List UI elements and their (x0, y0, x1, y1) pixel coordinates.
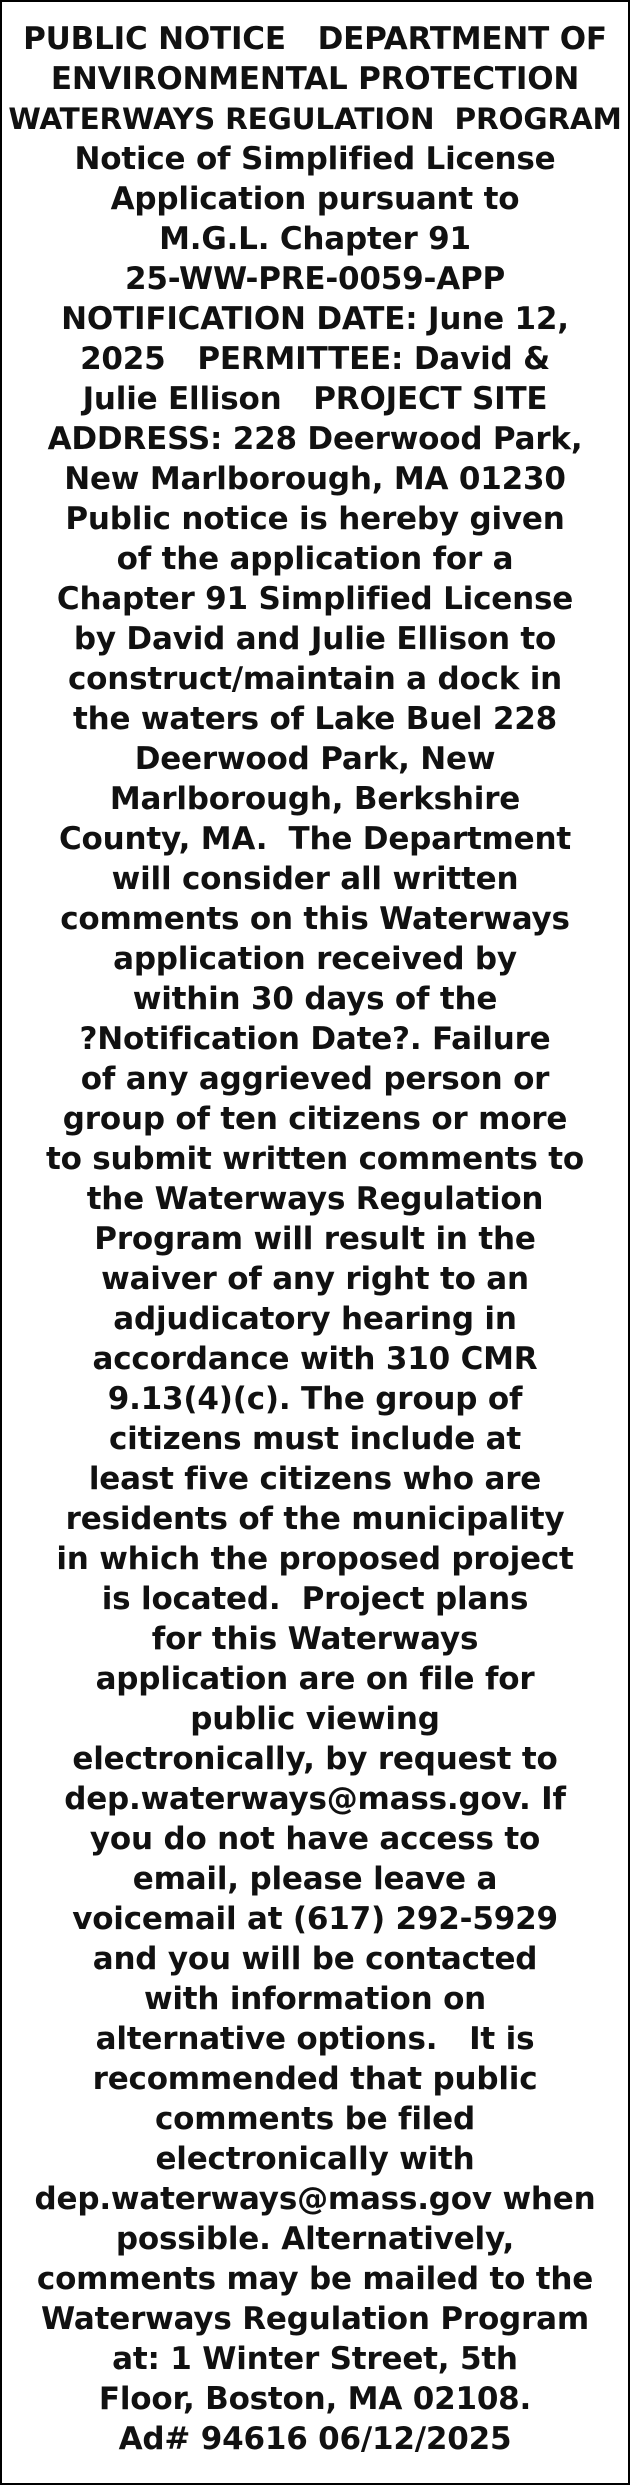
notice-line: email, please leave a (132, 1861, 498, 1897)
notice-line: of any aggrieved person or (80, 1061, 550, 1097)
notice-line: possible. Alternatively, (115, 2221, 515, 2257)
notice-line: Program will result in the (94, 1221, 536, 1257)
notice-line: NOTIFICATION DATE: June 12, (61, 301, 569, 337)
notice-line: WATERWAYS REGULATION PROGRAM (8, 102, 622, 136)
notice-line: to submit written comments to (46, 1141, 584, 1177)
notice-line: with information on (143, 1981, 487, 2017)
notice-line: Notice of Simplified License (74, 141, 556, 177)
notice-line: least five citizens who are (88, 1461, 542, 1497)
notice-line: and you will be contacted (92, 1941, 538, 1977)
notice-line: Marlborough, Berkshire (109, 781, 521, 817)
notice-line: comments be filed (155, 2101, 475, 2137)
notice-line: in which the proposed project (56, 1541, 574, 1577)
notice-line: recommended that public (92, 2061, 538, 2097)
notice-line: accordance with 310 CMR (92, 1341, 538, 1377)
notice-line: of the application for a (116, 541, 514, 577)
notice-line: you do not have access to (89, 1821, 541, 1857)
notice-line: Floor, Boston, MA 02108. (98, 2381, 532, 2417)
notice-line: alternative options. It is (95, 2021, 535, 2057)
notice-line: within 30 days of the (132, 981, 498, 1017)
notice-line: M.G.L. Chapter 91 (159, 221, 471, 257)
notice-line: comments may be mailed to the (36, 2261, 594, 2297)
notice-line: adjudicatory hearing in (113, 1301, 517, 1337)
notice-line: dep.waterways@mass.gov when (34, 2181, 596, 2217)
notice-line: 25-WW-PRE-0059-APP (124, 261, 506, 297)
notice-line: Waterways Regulation Program (41, 2301, 589, 2337)
notice-line: construct/maintain a dock in (67, 661, 563, 697)
notice-line: dep.waterways@mass.gov. If (64, 1781, 566, 1817)
notice-line: ADDRESS: 228 Deerwood Park, (47, 421, 583, 457)
notice-line: voicemail at (617) 292-5929 (72, 1901, 558, 1937)
notice-line: group of ten citizens or more (62, 1101, 568, 1137)
notice-line: waiver of any right to an (101, 1261, 529, 1297)
notice-line: New Marlborough, MA 01230 (64, 461, 566, 497)
notice-line: is located. Project plans (101, 1581, 529, 1617)
notice-line: County, MA. The Department (59, 821, 571, 857)
notice-line: the waters of Lake Buel 228 (73, 701, 557, 737)
notice-line: ENVIRONMENTAL PROTECTION (50, 61, 580, 97)
notice-line: Julie Ellison PROJECT SITE (82, 381, 548, 417)
notice-line: at: 1 Winter Street, 5th (112, 2341, 518, 2377)
notice-line: 2025 PERMITTEE: David & (80, 341, 550, 377)
notice-line: application are on file for (95, 1661, 535, 1697)
notice-line: 9.13(4)(c). The group of (107, 1381, 523, 1417)
notice-line: Ad# 94616 06/12/2025 (118, 2421, 512, 2457)
notice-line: Deerwood Park, New (134, 741, 496, 777)
notice-line: will consider all written (111, 861, 519, 897)
notice-line: electronically, by request to (72, 1741, 558, 1777)
notice-line: Application pursuant to (110, 181, 520, 217)
notice-line: for this Waterways (151, 1621, 479, 1657)
notice-line: citizens must include at (109, 1421, 521, 1457)
notice-line: public viewing (190, 1701, 440, 1737)
notice-line: the Waterways Regulation (86, 1181, 544, 1217)
notice-line: Public notice is hereby given (65, 501, 565, 537)
notice-line: by David and Julie Ellison to (73, 621, 557, 657)
notice-line: application received by (113, 941, 517, 977)
notice-line: Chapter 91 Simplified License (56, 581, 574, 617)
notice-line: ?Notification Date?. Failure (79, 1021, 551, 1057)
notice-line: PUBLIC NOTICE DEPARTMENT OF (23, 21, 607, 57)
notice-line: electronically with (155, 2141, 475, 2177)
notice-line: comments on this Waterways (60, 901, 570, 937)
notice-line: residents of the municipality (65, 1501, 565, 1537)
